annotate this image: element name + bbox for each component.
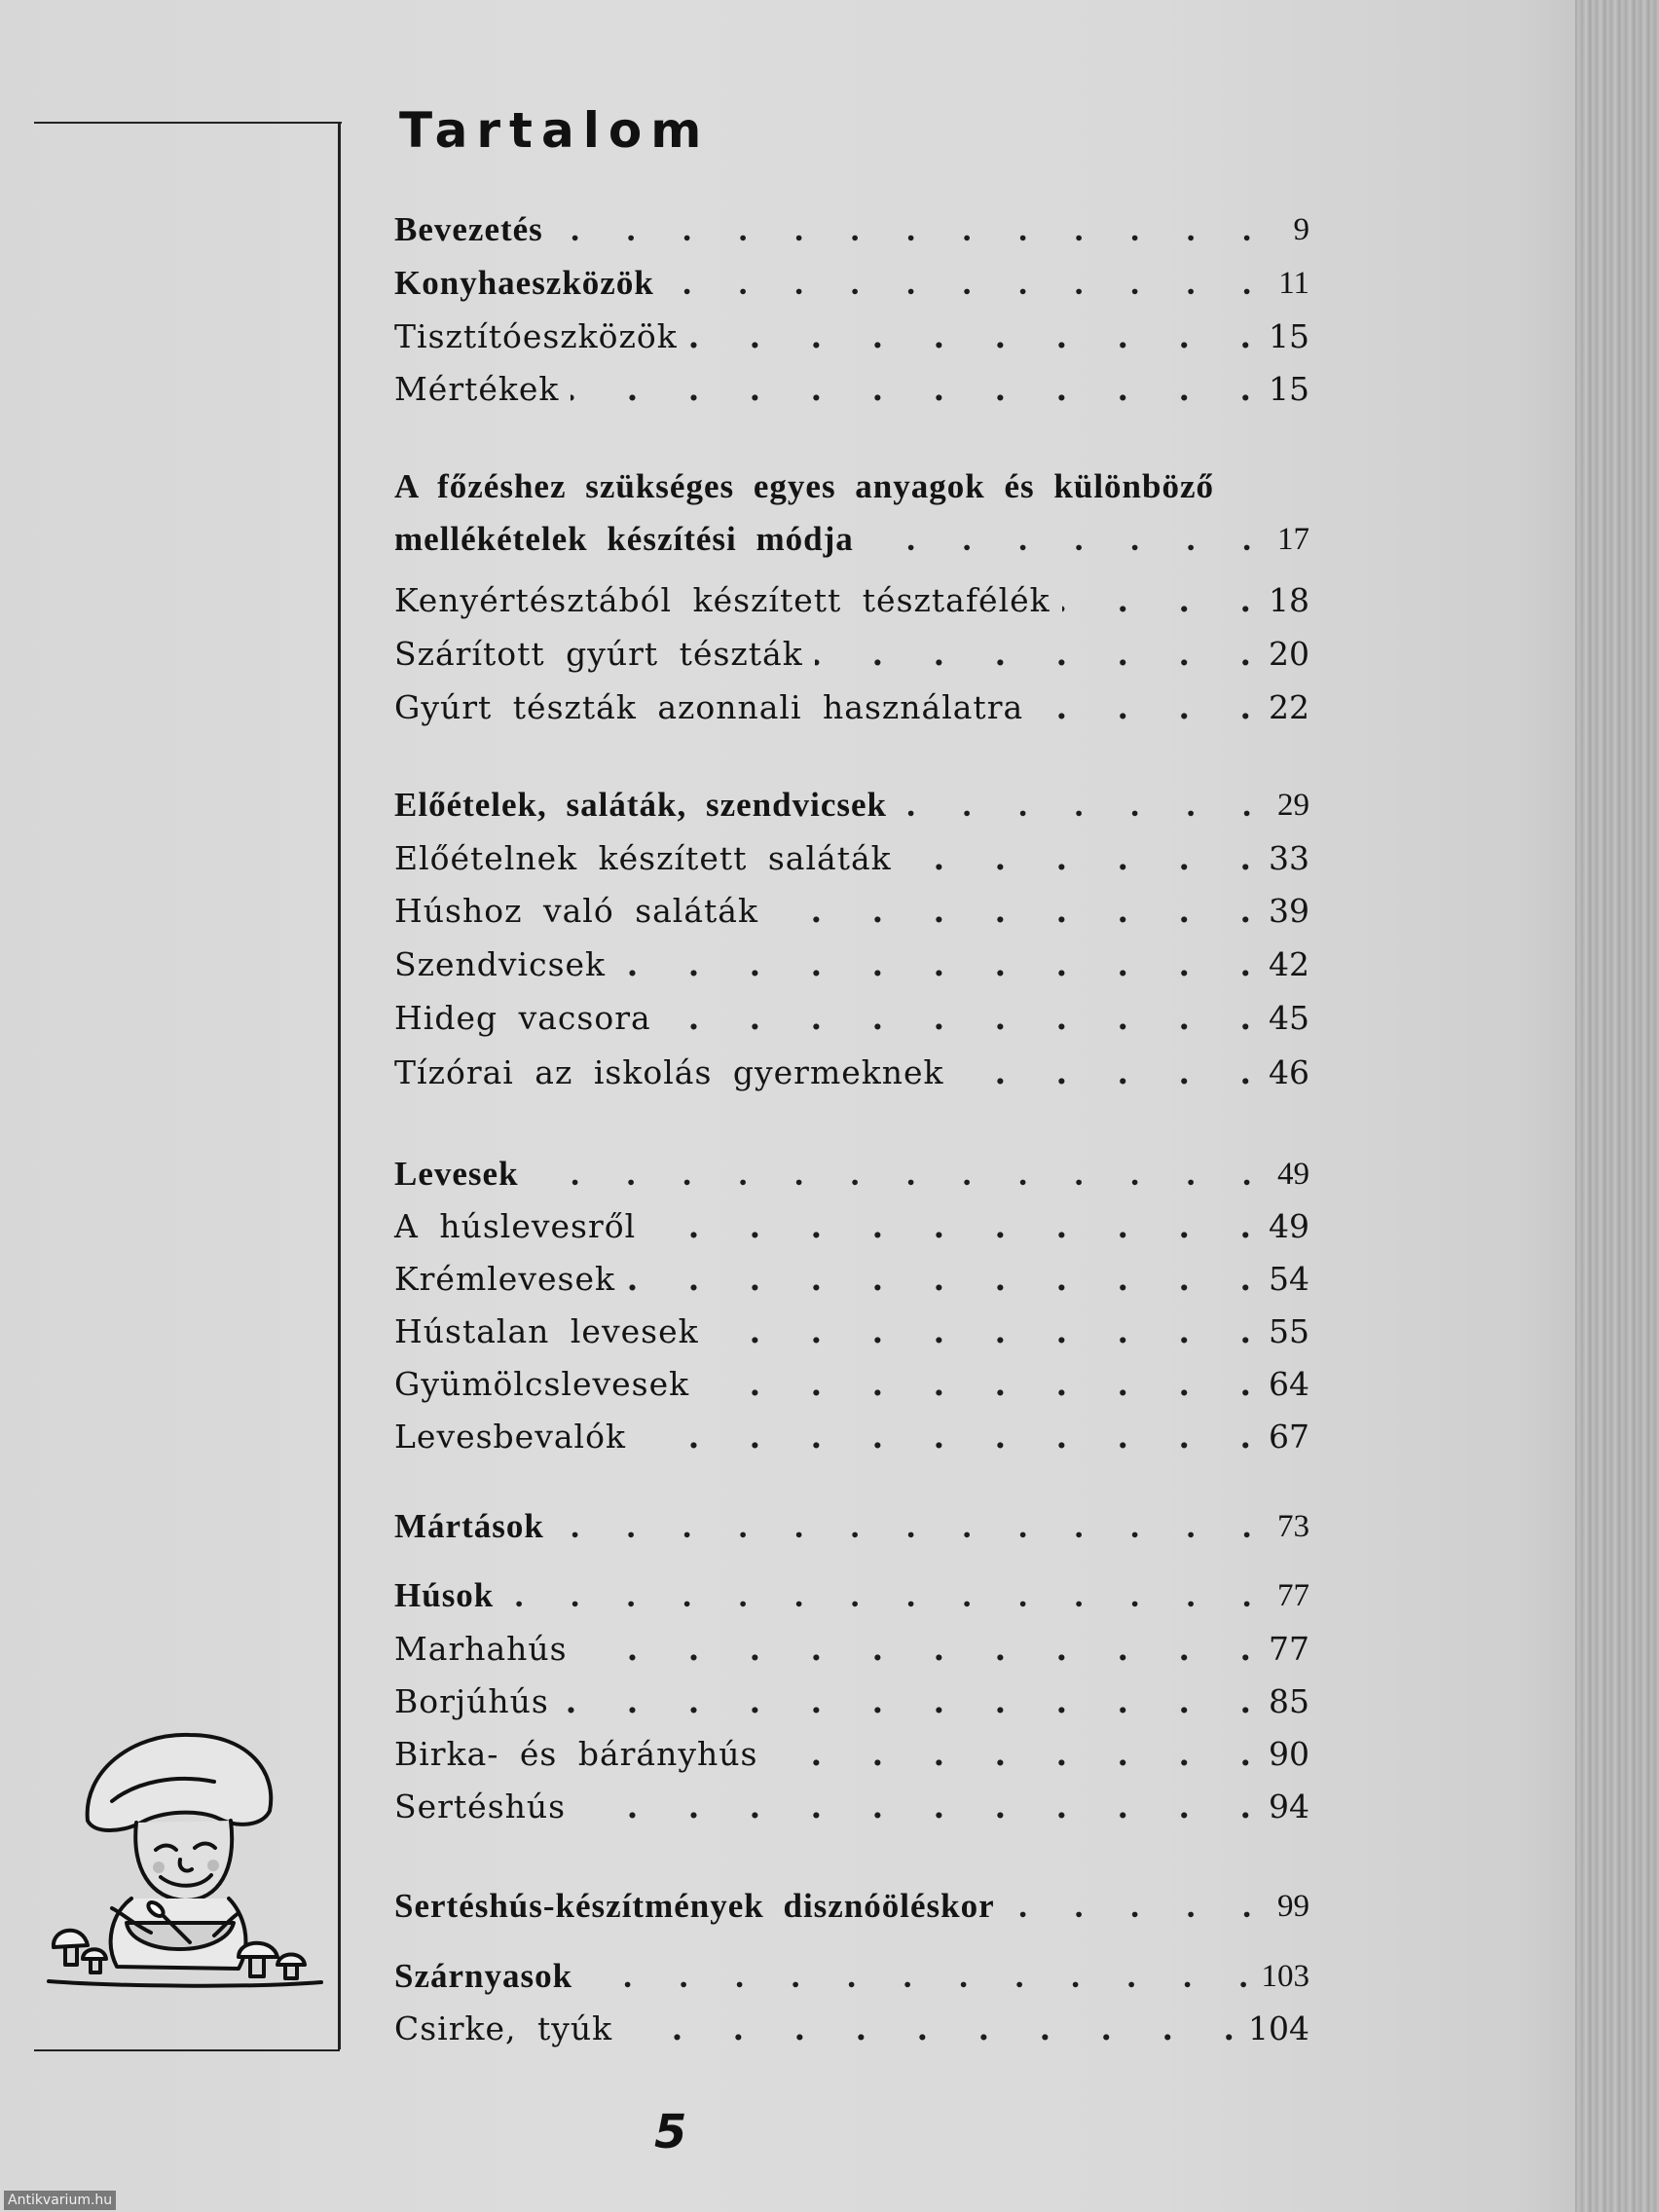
toc-entry-page-number: 33 — [1269, 839, 1309, 877]
toc-entry-page-number: 22 — [1269, 688, 1309, 726]
toc-entry-title: Kenyértésztából készített tésztafélék — [394, 581, 1051, 619]
dot-leader — [617, 941, 1251, 988]
toc-entry-page-number: 42 — [1269, 945, 1309, 983]
toc-entry-page-number: 99 — [1277, 1889, 1309, 1924]
dot-leader — [769, 1731, 1251, 1778]
dot-leader — [624, 2006, 1235, 2052]
toc-entry — [394, 1050, 1309, 1096]
toc-entry — [394, 1883, 1309, 1930]
toc-entry-title: Húshoz való saláták — [394, 892, 758, 930]
dot-leader — [666, 260, 1251, 307]
toc-entry — [394, 631, 1309, 678]
watermark: Antikvarium.hu — [4, 2191, 116, 2210]
toc-entry-title: Konyhaeszközök — [394, 264, 654, 302]
page-title: Tartalom — [399, 102, 711, 159]
page-edge-shadow — [1575, 0, 1659, 2212]
toc-entry-page-number: 49 — [1269, 1207, 1309, 1245]
toc-entry — [394, 1256, 1309, 1303]
toc-entry-page-number: 45 — [1269, 999, 1309, 1037]
toc-entry-page-number: 15 — [1269, 370, 1309, 408]
toc-entry — [394, 463, 1309, 510]
frame-bottom-rule — [34, 2049, 340, 2051]
toc-entry-page-number: 18 — [1269, 581, 1309, 619]
toc-entry — [394, 782, 1309, 829]
toc-entry-title: Hideg vacsora — [394, 999, 651, 1037]
toc-entry — [394, 1203, 1309, 1250]
toc-entry-title: A főzéshez szükséges egyes anyagok és különböző — [394, 467, 1215, 505]
toc-entry-title: Levesbevalók — [394, 1418, 626, 1456]
toc-entry-page-number: 46 — [1269, 1053, 1309, 1091]
toc-entry — [394, 1731, 1309, 1778]
toc-entry-title: Gyúrt tészták azonnali használatra — [394, 688, 1024, 726]
toc-entry — [394, 2006, 1309, 2052]
dot-leader — [647, 1203, 1251, 1250]
toc-entry — [394, 684, 1309, 731]
toc-entry-title: Előételnek készített saláták — [394, 839, 892, 877]
toc-entry-page-number: 39 — [1269, 892, 1309, 930]
dot-leader — [815, 631, 1251, 678]
toc-entry-page-number: 77 — [1277, 1578, 1309, 1613]
toc-entry-page-number: 49 — [1277, 1157, 1309, 1192]
toc-entry-title: Krémlevesek — [394, 1260, 615, 1298]
toc-entry-page-number: 94 — [1269, 1788, 1309, 1825]
toc-entry — [394, 1151, 1309, 1198]
dot-leader — [627, 1256, 1251, 1303]
dot-leader — [531, 1151, 1251, 1198]
dot-leader — [571, 366, 1251, 413]
toc-entry-title: Sertéshús — [394, 1788, 567, 1825]
toc-entry — [394, 1309, 1309, 1355]
toc-entry-title: Szárított gyúrt tészták — [394, 635, 803, 673]
toc-entry-title: Húsok — [394, 1576, 495, 1614]
toc-entry-title: Gyümölcslevesek — [394, 1365, 690, 1403]
toc-entry-title: Szárnyasok — [394, 1957, 573, 1995]
toc-entry-title: Tízórai az iskolás gyermeknek — [394, 1053, 944, 1091]
toc-entry-page-number: 17 — [1277, 522, 1309, 557]
dot-leader — [561, 1678, 1251, 1725]
dot-leader — [701, 1361, 1251, 1408]
dot-leader — [711, 1309, 1251, 1355]
toc-entry-title: Tisztítóeszközök — [394, 317, 678, 355]
toc-entry — [394, 1953, 1309, 2000]
toc-entry-title: mellékételek készítési módja — [394, 520, 854, 558]
dot-leader — [638, 1414, 1251, 1460]
dot-leader — [770, 888, 1251, 935]
toc-entry — [394, 835, 1309, 882]
dot-leader — [555, 206, 1251, 253]
toc-entry-page-number: 54 — [1269, 1260, 1309, 1298]
toc-entry — [394, 1414, 1309, 1460]
toc-entry-title: Mértékek — [394, 370, 560, 408]
dot-leader — [663, 995, 1251, 1042]
toc-entry-title: Csirke, tyúk — [394, 2009, 613, 2047]
dot-leader — [689, 313, 1251, 360]
toc-entry-page-number: 85 — [1269, 1682, 1309, 1720]
toc-entry-page-number: 15 — [1269, 317, 1309, 355]
dot-leader — [903, 835, 1251, 882]
toc-entry-page-number: 73 — [1277, 1509, 1309, 1544]
toc-entry — [394, 1678, 1309, 1725]
toc-entry — [394, 516, 1309, 563]
toc-entry-title: Előételek, saláták, szendvicsek — [394, 786, 887, 824]
toc-entry — [394, 941, 1309, 988]
dot-leader — [556, 1503, 1251, 1550]
toc-entry-page-number: 29 — [1277, 788, 1309, 823]
mushroom-cook-illustration — [44, 1714, 326, 1996]
toc-entry — [394, 995, 1309, 1042]
toc-entry-page-number: 77 — [1269, 1630, 1309, 1668]
toc-entry — [394, 313, 1309, 360]
toc-entry-page-number: 67 — [1269, 1418, 1309, 1456]
toc-entry-title: Bevezetés — [394, 210, 543, 248]
toc-entry-title: Birka- és bárányhús — [394, 1735, 758, 1773]
toc-entry-page-number: 9 — [1293, 212, 1309, 247]
frame-top-rule — [34, 122, 342, 124]
dot-leader — [956, 1050, 1251, 1096]
dot-leader — [584, 1953, 1247, 2000]
toc-entry-title: Levesek — [394, 1155, 519, 1193]
toc-entry-title: Mártások — [394, 1507, 544, 1545]
toc-entry — [394, 206, 1309, 253]
page-number: 5 — [654, 2105, 687, 2159]
toc-entry — [394, 1626, 1309, 1673]
dot-leader — [579, 1626, 1251, 1673]
toc-entry-title: Borjúhús — [394, 1682, 549, 1720]
toc-entry-title: A húslevesről — [394, 1207, 637, 1245]
toc-entry — [394, 1503, 1309, 1550]
toc-entry-title: Sertéshús-készítmények disznóöléskor — [394, 1887, 995, 1925]
toc-entry — [394, 1361, 1309, 1408]
toc-entry-page-number: 55 — [1269, 1312, 1309, 1350]
toc-entry — [394, 260, 1309, 307]
toc-entry-page-number: 103 — [1261, 1959, 1309, 1994]
toc-entry-page-number: 64 — [1269, 1365, 1309, 1403]
dot-leader — [577, 1784, 1251, 1830]
toc-entry-page-number: 104 — [1248, 2009, 1309, 2047]
toc-entry — [394, 366, 1309, 413]
dot-leader — [1035, 684, 1251, 731]
toc-entry — [394, 1572, 1309, 1619]
toc-entry — [394, 577, 1309, 624]
toc-entry-title: Hústalan levesek — [394, 1312, 699, 1350]
dot-leader — [866, 516, 1251, 563]
toc-entry — [394, 1784, 1309, 1830]
dot-leader — [1062, 577, 1251, 624]
dot-leader — [1007, 1883, 1251, 1930]
dot-leader — [505, 1572, 1251, 1619]
toc-entry-page-number: 20 — [1269, 635, 1309, 673]
dot-leader — [899, 782, 1251, 829]
toc-entry — [394, 888, 1309, 935]
toc-entry-page-number: 90 — [1269, 1735, 1309, 1773]
toc-entry-page-number: 11 — [1278, 266, 1309, 301]
toc-entry-title: Szendvicsek — [394, 945, 607, 983]
toc-entry-title: Marhahús — [394, 1630, 568, 1668]
